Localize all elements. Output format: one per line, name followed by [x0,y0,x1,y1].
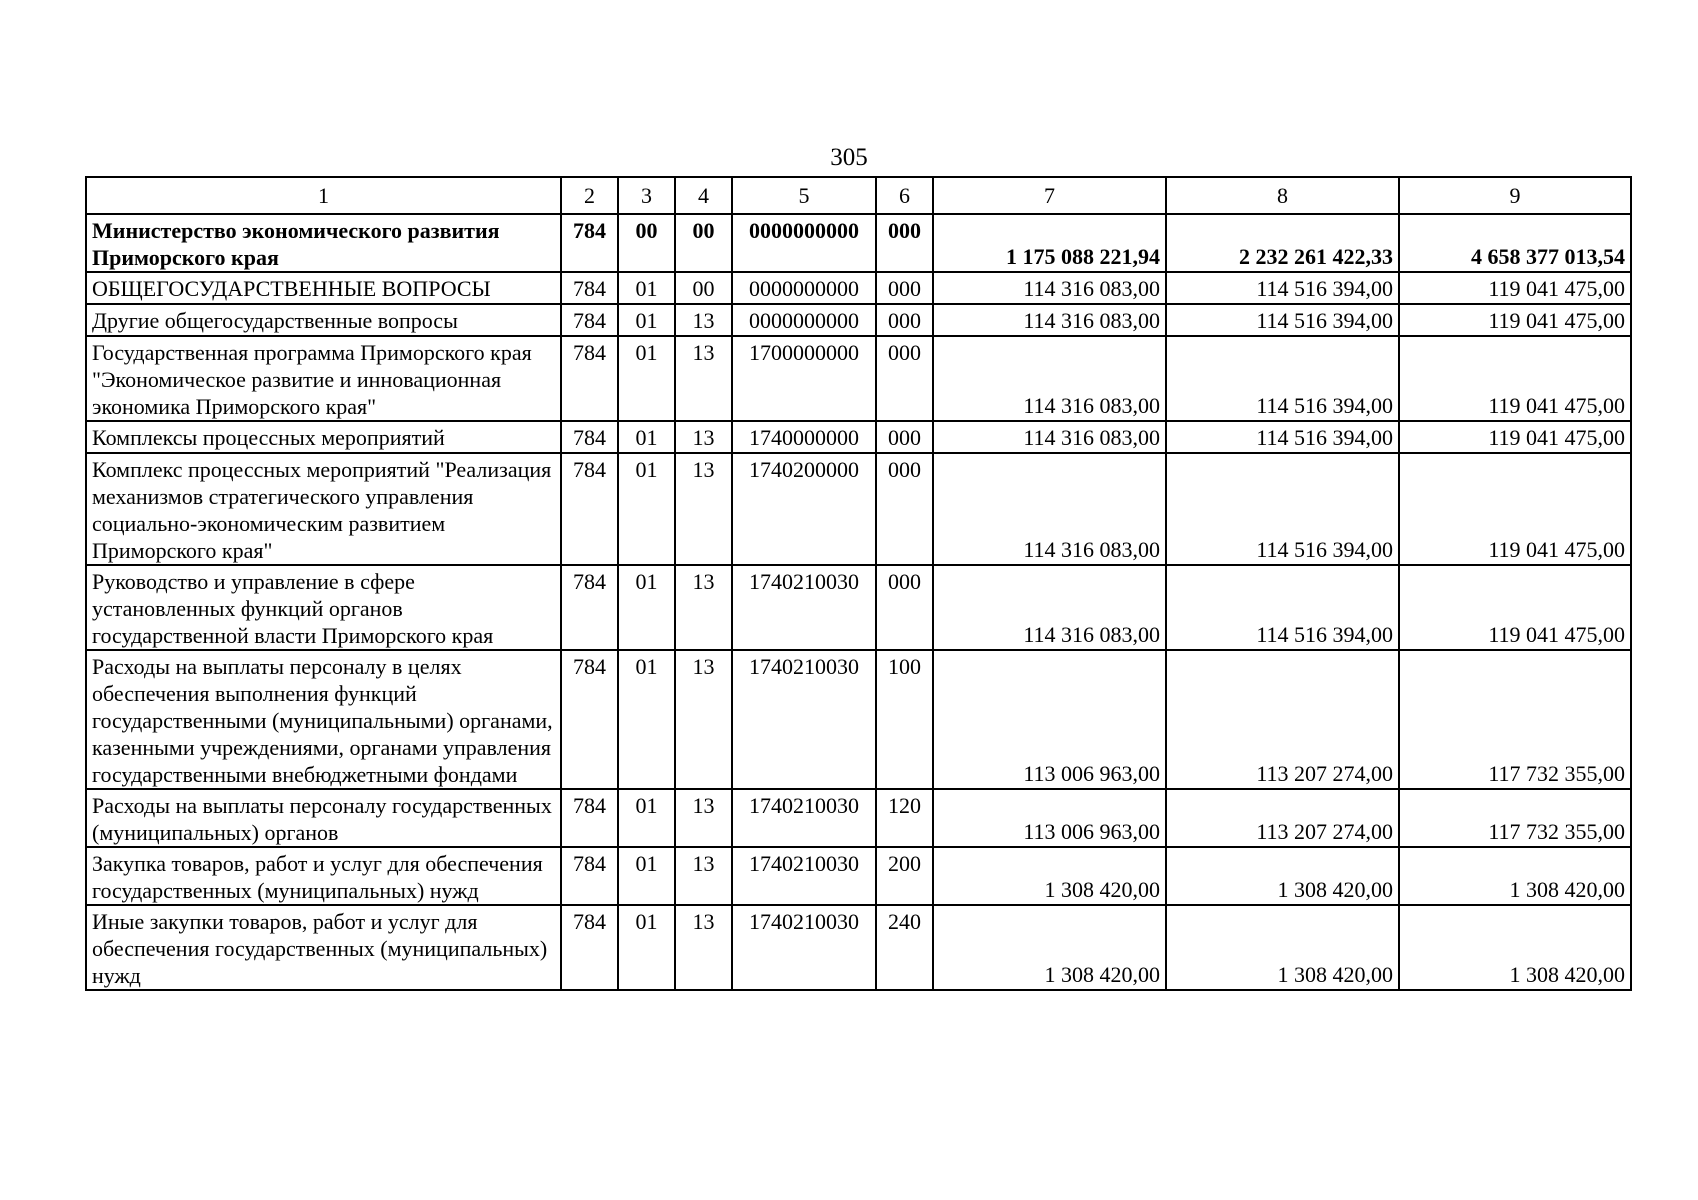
row-name-cell: Руководство и управление в сфере установленных функций органов государственной власти Приморского края [86,565,561,650]
amount-col8-cell: 113 207 274,00 [1166,650,1399,789]
section-code-cell: 01 [618,272,675,304]
row-name-cell: Министерство экономического развития Приморского края [86,214,561,272]
amount-col7-cell: 113 006 963,00 [933,650,1166,789]
table-row [86,453,1631,565]
section-code-cell: 01 [618,336,675,421]
subsection-code-cell: 13 [675,650,732,789]
subsection-code-cell: 13 [675,565,732,650]
section-code-cell: 01 [618,421,675,453]
table-row [86,905,1631,990]
ministry-code-cell: 784 [561,304,618,336]
row-name-cell: Расходы на выплаты персоналу государственных (муниципальных) органов [86,789,561,847]
section-code-cell: 01 [618,650,675,789]
row-name-cell: Государственная программа Приморского края "Экономическое развитие и инновационная экономика Приморского края" [86,336,561,421]
section-code-cell: 01 [618,847,675,905]
table-body [86,214,1631,990]
row-name-cell: Иные закупки товаров, работ и услуг для обеспечения государственных (муниципальных) нужд [86,905,561,990]
row-name-cell: Закупка товаров, работ и услуг для обеспечения государственных (муниципальных) нужд [86,847,561,905]
ministry-code-cell: 784 [561,565,618,650]
table-row [86,272,1631,304]
amount-col7-cell: 113 006 963,00 [933,789,1166,847]
amount-col7-cell: 1 175 088 221,94 [933,214,1166,272]
amount-col8-cell: 2 232 261 422,33 [1166,214,1399,272]
amount-col8-cell: 114 516 394,00 [1166,421,1399,453]
section-code-cell: 01 [618,789,675,847]
amount-col7-cell: 114 316 083,00 [933,336,1166,421]
header-row [86,177,1631,214]
col-header-8: 8 [1166,177,1399,214]
table-row [86,847,1631,905]
amount-col8-cell: 114 516 394,00 [1166,453,1399,565]
col-header-6: 6 [876,177,933,214]
subsection-code-cell: 13 [675,453,732,565]
target-article-cell: 1740210030 [732,565,876,650]
table-row [86,565,1631,650]
amount-col7-cell: 114 316 083,00 [933,453,1166,565]
amount-col7-cell: 114 316 083,00 [933,421,1166,453]
target-article-cell: 1740210030 [732,650,876,789]
col-header-2: 2 [561,177,618,214]
amount-col7-cell: 1 308 420,00 [933,847,1166,905]
target-article-cell: 1740000000 [732,421,876,453]
target-article-cell: 1700000000 [732,336,876,421]
col-header-3: 3 [618,177,675,214]
section-code-cell: 01 [618,565,675,650]
amount-col9-cell: 117 732 355,00 [1399,650,1631,789]
ministry-code-cell: 784 [561,214,618,272]
subsection-code-cell: 00 [675,214,732,272]
target-article-cell: 0000000000 [732,272,876,304]
table-row [86,789,1631,847]
col-header-4: 4 [675,177,732,214]
target-article-cell: 1740210030 [732,847,876,905]
expense-type-cell: 200 [876,847,933,905]
table-row [86,421,1631,453]
target-article-cell: 1740200000 [732,453,876,565]
expense-type-cell: 000 [876,421,933,453]
amount-col9-cell: 117 732 355,00 [1399,789,1631,847]
subsection-code-cell: 00 [675,272,732,304]
amount-col9-cell: 4 658 377 013,54 [1399,214,1631,272]
expense-type-cell: 000 [876,272,933,304]
amount-col9-cell: 119 041 475,00 [1399,304,1631,336]
section-code-cell: 01 [618,304,675,336]
expense-type-cell: 100 [876,650,933,789]
expense-type-cell: 240 [876,905,933,990]
amount-col8-cell: 114 516 394,00 [1166,304,1399,336]
expense-type-cell: 000 [876,565,933,650]
amount-col9-cell: 119 041 475,00 [1399,421,1631,453]
row-name-cell: Комплекс процессных мероприятий "Реализация механизмов стратегического управления социально-экономическим развитием Приморского края" [86,453,561,565]
col-header-7: 7 [933,177,1166,214]
subsection-code-cell: 13 [675,847,732,905]
amount-col8-cell: 114 516 394,00 [1166,272,1399,304]
subsection-code-cell: 13 [675,336,732,421]
amount-col7-cell: 1 308 420,00 [933,905,1166,990]
expense-type-cell: 000 [876,336,933,421]
ministry-code-cell: 784 [561,421,618,453]
row-name-cell: Комплексы процессных мероприятий [86,421,561,453]
amount-col9-cell: 1 308 420,00 [1399,905,1631,990]
amount-col8-cell: 114 516 394,00 [1166,565,1399,650]
ministry-code-cell: 784 [561,905,618,990]
subsection-code-cell: 13 [675,905,732,990]
target-article-cell: 0000000000 [732,214,876,272]
table-row [86,214,1631,272]
amount-col8-cell: 113 207 274,00 [1166,789,1399,847]
subsection-code-cell: 13 [675,789,732,847]
expense-type-cell: 000 [876,453,933,565]
amount-col9-cell: 1 308 420,00 [1399,847,1631,905]
subsection-code-cell: 13 [675,421,732,453]
expense-type-cell: 000 [876,214,933,272]
table-row [86,336,1631,421]
row-name-cell: Расходы на выплаты персоналу в целях обеспечения выполнения функций государственными (муниципальными) органами, казенными учреждениями, органами управления государственными внебюджетными фондами [86,650,561,789]
ministry-code-cell: 784 [561,272,618,304]
row-name-cell: Другие общегосударственные вопросы [86,304,561,336]
col-header-1: 1 [86,177,561,214]
target-article-cell: 1740210030 [732,905,876,990]
ministry-code-cell: 784 [561,847,618,905]
row-name-cell: ОБЩЕГОСУДАРСТВЕННЫЕ ВОПРОСЫ [86,272,561,304]
section-code-cell: 01 [618,905,675,990]
col-header-5: 5 [732,177,876,214]
table-row [86,650,1631,789]
amount-col9-cell: 119 041 475,00 [1399,272,1631,304]
amount-col8-cell: 1 308 420,00 [1166,905,1399,990]
section-code-cell: 01 [618,453,675,565]
amount-col9-cell: 119 041 475,00 [1399,453,1631,565]
amount-col9-cell: 119 041 475,00 [1399,336,1631,421]
table-row [86,304,1631,336]
ministry-code-cell: 784 [561,789,618,847]
page-number: 305 [830,144,868,171]
section-code-cell: 00 [618,214,675,272]
target-article-cell: 0000000000 [732,304,876,336]
amount-col8-cell: 114 516 394,00 [1166,336,1399,421]
ministry-code-cell: 784 [561,336,618,421]
col-header-9: 9 [1399,177,1631,214]
amount-col9-cell: 119 041 475,00 [1399,565,1631,650]
ministry-code-cell: 784 [561,650,618,789]
target-article-cell: 1740210030 [732,789,876,847]
amount-col7-cell: 114 316 083,00 [933,272,1166,304]
budget-table [85,176,1632,991]
amount-col7-cell: 114 316 083,00 [933,565,1166,650]
subsection-code-cell: 13 [675,304,732,336]
amount-col7-cell: 114 316 083,00 [933,304,1166,336]
ministry-code-cell: 784 [561,453,618,565]
expense-type-cell: 120 [876,789,933,847]
amount-col8-cell: 1 308 420,00 [1166,847,1399,905]
expense-type-cell: 000 [876,304,933,336]
